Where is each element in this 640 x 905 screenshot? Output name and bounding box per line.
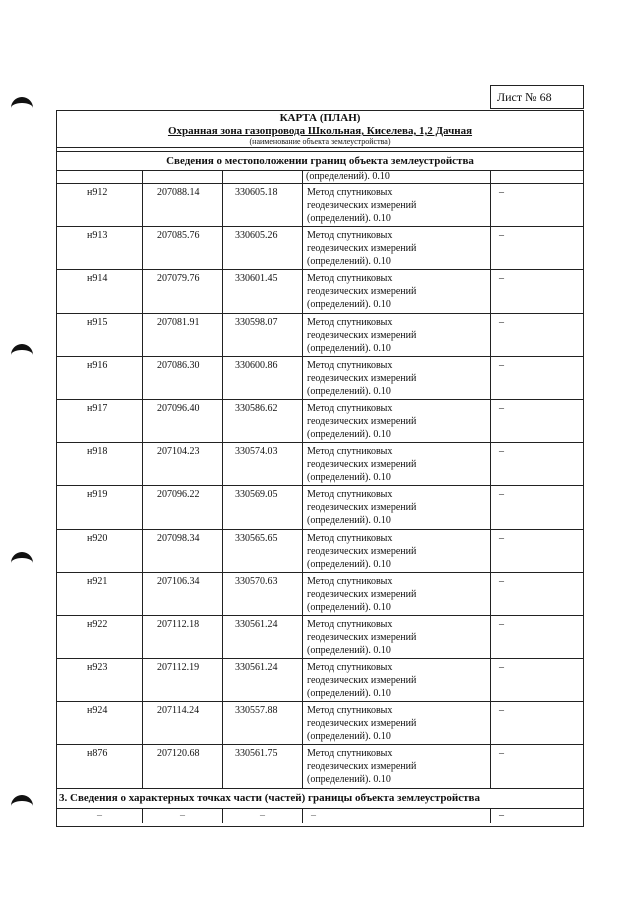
method-line: (определений). 0.10 <box>307 601 391 613</box>
method-line: геодезических измерений <box>307 545 417 557</box>
table-row <box>57 357 583 400</box>
table-row <box>57 443 583 486</box>
method-line: геодезических измерений <box>307 675 417 687</box>
table-row <box>57 573 583 616</box>
empty-cell <box>143 171 223 183</box>
method-line: Метод спутниковых <box>307 489 393 501</box>
point-name: н916 <box>57 357 143 399</box>
method-line: Метод спутниковых <box>307 446 393 458</box>
method-cell <box>303 745 491 787</box>
method-cell <box>303 616 491 658</box>
coord-x: 207079.76 <box>143 270 223 312</box>
description-cell: – <box>499 230 504 242</box>
point-name: н914 <box>57 270 143 312</box>
coord-x: 207085.76 <box>143 227 223 269</box>
coord-y: 330565.65 <box>223 530 303 572</box>
table-row <box>57 270 583 313</box>
point-name: н876 <box>57 745 143 787</box>
method-line: (определений). 0.10 <box>307 558 391 570</box>
method-line: (определений). 0.10 <box>307 385 391 397</box>
coord-x: 207120.68 <box>143 745 223 787</box>
point-name: н919 <box>57 486 143 528</box>
point-name: н920 <box>57 530 143 572</box>
punch-hole-mark <box>11 552 33 566</box>
method-cell <box>303 486 491 528</box>
table-row <box>57 314 583 357</box>
section-title: Сведения о местоположении границ объекта землеустройства <box>57 151 583 171</box>
document-title: КАРТА (ПЛАН) <box>279 112 361 124</box>
description-cell: – <box>499 575 504 587</box>
method-cell <box>303 270 491 312</box>
section3-cell: – <box>57 809 143 823</box>
coordinates-table <box>57 184 583 789</box>
method-line: (определений). 0.10 <box>307 644 391 656</box>
method-line: геодезических измерений <box>307 588 417 600</box>
method-cell <box>303 443 491 485</box>
section3-cell: – <box>143 809 223 823</box>
method-line: (определений). 0.10 <box>307 299 391 311</box>
method-line: (определений). 0.10 <box>307 342 391 354</box>
point-name: н922 <box>57 616 143 658</box>
coord-y: 330605.18 <box>223 184 303 226</box>
table-row <box>57 227 583 270</box>
table-row <box>57 184 583 227</box>
coord-x: 207098.34 <box>143 530 223 572</box>
table-row <box>57 659 583 702</box>
empty-cell <box>57 171 143 183</box>
coord-x: 207088.14 <box>143 184 223 226</box>
table-row <box>57 400 583 443</box>
method-line: Метод спутниковых <box>307 618 393 630</box>
method-line: геодезических измерений <box>307 631 417 643</box>
method-cell <box>303 314 491 356</box>
method-cell <box>303 659 491 701</box>
point-name: н923 <box>57 659 143 701</box>
document-frame <box>56 110 584 827</box>
method-line: Метод спутниковых <box>307 748 393 760</box>
point-name: н915 <box>57 314 143 356</box>
coord-x: 207104.23 <box>143 443 223 485</box>
method-line: (определений). 0.10 <box>307 774 391 786</box>
coord-y: 330574.03 <box>223 443 303 485</box>
coord-y: 330586.62 <box>223 400 303 442</box>
method-cell <box>303 184 491 226</box>
method-cell <box>303 573 491 615</box>
method-line: Метод спутниковых <box>307 187 393 198</box>
punch-hole-mark <box>11 97 33 111</box>
method-line: (определений). 0.10 <box>307 515 391 527</box>
coord-y: 330601.45 <box>223 270 303 312</box>
point-name: н913 <box>57 227 143 269</box>
point-name: н912 <box>57 184 143 226</box>
coord-y: 330569.05 <box>223 486 303 528</box>
section3-row <box>57 809 583 823</box>
method-cell <box>303 400 491 442</box>
method-line: Метод спутниковых <box>307 316 393 328</box>
method-cell <box>303 702 491 744</box>
method-line: (определений). 0.10 <box>307 472 391 484</box>
punch-hole-mark <box>11 344 33 358</box>
description-cell: – <box>499 748 504 760</box>
method-line: Метод спутниковых <box>307 230 393 242</box>
method-cell <box>303 227 491 269</box>
table-row <box>57 530 583 573</box>
method-line: (определений). 0.10 <box>307 256 391 268</box>
description-cell: – <box>499 187 504 198</box>
coord-y: 330600.86 <box>223 357 303 399</box>
method-tail: (определений). 0.10 <box>303 171 491 183</box>
coord-x: 207086.30 <box>143 357 223 399</box>
method-line: Метод спутниковых <box>307 359 393 371</box>
continuation-row <box>57 171 583 184</box>
document-header <box>57 111 583 148</box>
method-line: геодезических измерений <box>307 286 417 298</box>
coord-y: 330561.24 <box>223 659 303 701</box>
method-line: Метод спутниковых <box>307 662 393 674</box>
section3-cell: – <box>303 809 491 823</box>
coord-y: 330561.75 <box>223 745 303 787</box>
object-caption: (наименование объекта землеустройства) <box>249 137 391 146</box>
description-cell: – <box>499 618 504 630</box>
method-line: Метод спутниковых <box>307 273 393 285</box>
method-line: (определений). 0.10 <box>307 428 391 440</box>
coord-y: 330557.88 <box>223 702 303 744</box>
description-cell: – <box>499 705 504 717</box>
punch-hole-mark <box>11 795 33 809</box>
coord-x: 207096.22 <box>143 486 223 528</box>
coord-x: 207096.40 <box>143 400 223 442</box>
coord-x: 207114.24 <box>143 702 223 744</box>
method-line: Метод спутниковых <box>307 532 393 544</box>
coord-x: 207112.19 <box>143 659 223 701</box>
description-cell: – <box>499 489 504 501</box>
description-cell: – <box>499 402 504 414</box>
method-line: геодезических измерений <box>307 200 417 211</box>
object-name: Охранная зона газопровода Школьная, Киселева, 1,2 Дачная <box>167 125 473 137</box>
coord-x: 207106.34 <box>143 573 223 615</box>
method-line: Метод спутниковых <box>307 402 393 414</box>
coord-y: 330570.63 <box>223 573 303 615</box>
method-line: геодезических измерений <box>307 718 417 730</box>
point-name: н924 <box>57 702 143 744</box>
section3-cell: – <box>223 809 303 823</box>
method-line: Метод спутниковых <box>307 705 393 717</box>
table-row <box>57 486 583 529</box>
method-line: геодезических измерений <box>307 502 417 514</box>
description-cell: – <box>499 273 504 285</box>
coord-y: 330605.26 <box>223 227 303 269</box>
method-line: геодезических измерений <box>307 459 417 471</box>
empty-cell <box>223 171 303 183</box>
method-line: геодезических измерений <box>307 415 417 427</box>
point-name: н918 <box>57 443 143 485</box>
section3-cell: – <box>499 809 504 821</box>
method-line: (определений). 0.10 <box>307 688 391 700</box>
description-cell: – <box>499 446 504 458</box>
method-line: (определений). 0.10 <box>307 731 391 743</box>
coord-y: 330561.24 <box>223 616 303 658</box>
description-cell: – <box>499 662 504 674</box>
description-cell: – <box>499 359 504 371</box>
method-line: геодезических измерений <box>307 329 417 341</box>
table-row <box>57 745 583 788</box>
point-name: н917 <box>57 400 143 442</box>
section3-title: 3. Сведения о характерных точках части (частей) границы объекта землеустройства <box>57 789 583 809</box>
point-name: н921 <box>57 573 143 615</box>
coord-y: 330598.07 <box>223 314 303 356</box>
table-row <box>57 616 583 659</box>
description-cell: – <box>499 316 504 328</box>
method-line: (определений). 0.10 <box>307 213 391 224</box>
coord-x: 207112.18 <box>143 616 223 658</box>
method-line: геодезических измерений <box>307 761 417 773</box>
sheet-number: Лист № 68 <box>490 85 584 109</box>
method-line: геодезических измерений <box>307 243 417 255</box>
method-line: геодезических измерений <box>307 372 417 384</box>
method-line: Метод спутниковых <box>307 575 393 587</box>
table-row <box>57 702 583 745</box>
method-cell <box>303 357 491 399</box>
method-cell <box>303 530 491 572</box>
description-cell: – <box>499 532 504 544</box>
coord-x: 207081.91 <box>143 314 223 356</box>
empty-cell <box>491 171 583 183</box>
